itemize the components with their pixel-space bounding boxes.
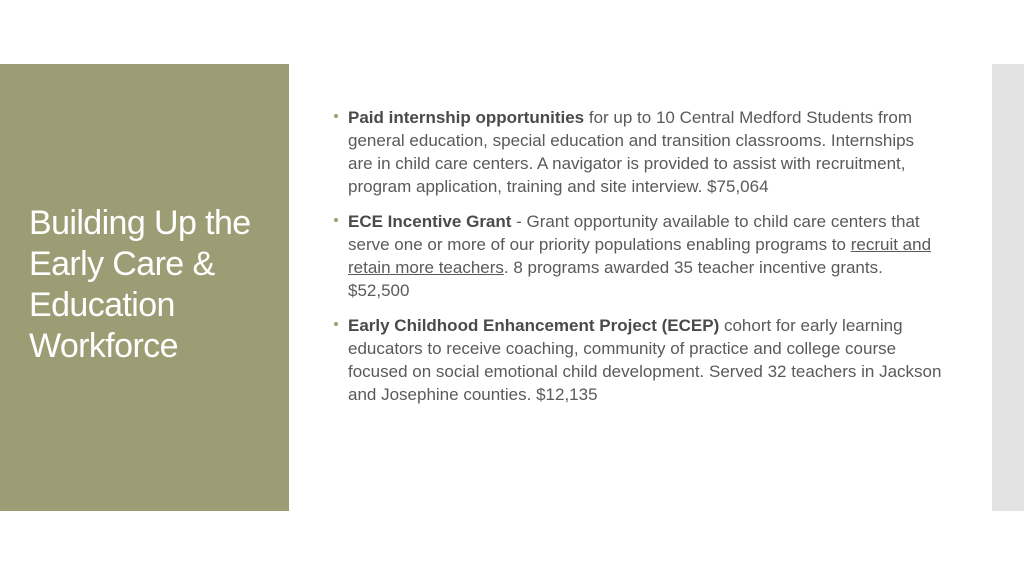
right-edge-strip (992, 64, 1024, 511)
bullet-internships (333, 106, 943, 198)
bullet-text: for up to 10 Central Medford Students from general education, special education and transition classrooms. Internships are in child care centers. A navigator is provided to assist with recruitment, program application, training and site interview. $75,064 (348, 108, 915, 196)
bullet-text: cohort for early learning educators to receive coaching, community of practice and college course focused on social emotional child development. Served 32 teachers in Jackson and Josephine counties. $12,135 (348, 316, 942, 404)
bullet-lead: Early Childhood Enhancement Project (ECEP) (348, 316, 720, 335)
bullet-text: - Grant opportunity available to child care centers that serve one or more of our priority populations enabling programs to (348, 212, 920, 254)
bullet-lead: ECE Incentive Grant (348, 212, 512, 231)
bullet-marker-icon (334, 218, 338, 222)
underlined-phrase: recruit and retain more teachers (348, 235, 932, 277)
bullet-marker-icon (334, 114, 338, 118)
bullet-marker-icon (334, 322, 338, 326)
bullet-lead: Paid internship opportunities (348, 108, 585, 127)
bullet-ecep (333, 314, 943, 406)
slide-title: Building Up the Early Care & Education Workforce (29, 204, 251, 365)
bullet-ece-incentive-grant (333, 210, 943, 302)
bullet-list (333, 106, 943, 418)
bullet-text: . 8 programs awarded 35 teacher incentive grants. $52,500 (348, 258, 883, 300)
